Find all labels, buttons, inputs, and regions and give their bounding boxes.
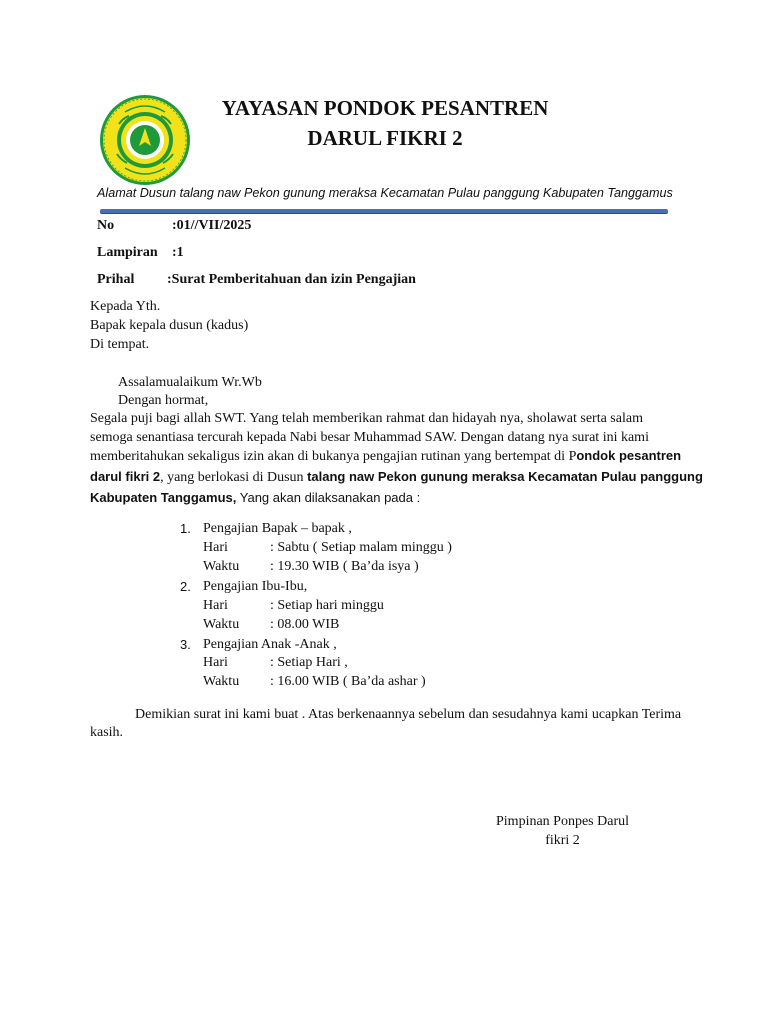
org-name-line2: DARUL FIKRI 2 (307, 126, 463, 150)
schedule-1-number: 1. (180, 521, 191, 536)
schedule-1-hari-label: Hari (203, 540, 228, 555)
schedule-2-waktu-label: Waktu (203, 617, 240, 632)
prihal-label: Prihal (97, 272, 135, 287)
schedule-2-hari-label: Hari (203, 598, 228, 613)
schedule-3-title: Pengajian Anak -Anak , (203, 637, 337, 652)
address: Alamat Dusun talang naw Pekon gunung meraksa Kecamatan Pulau panggung Kabupaten Tanggamus (97, 186, 673, 200)
pesantren-seal-icon (99, 94, 191, 186)
no-label: No (97, 218, 115, 233)
salam: Assalamualaikum Wr.Wb (118, 375, 262, 390)
prihal-value: :Surat Pemberitahuan dan izin Pengajian (167, 272, 416, 287)
signature-line1: Pimpinan Ponpes Darul (496, 814, 629, 829)
schedule-3-hari-label: Hari (203, 655, 228, 670)
schedule-3-hari-value: : Setiap Hari , (270, 655, 348, 670)
closing-line1: Demikian surat ini kami buat . Atas berkenaannya sebelum dan sesudahnya kami ucapkan Terima (135, 707, 682, 722)
closing-line2: kasih. (90, 725, 124, 740)
recipient-line2: Bapak kepala dusun (kadus) (90, 318, 249, 333)
schedule-1-hari-value: : Sabtu ( Setiap malam minggu ) (270, 540, 452, 555)
header-divider (100, 209, 668, 213)
lampiran-value: :1 (172, 245, 184, 260)
lampiran-label: Lampiran (97, 245, 158, 260)
schedule-3-number: 3. (180, 637, 191, 652)
schedule-2-number: 2. (180, 579, 191, 594)
body-line2: semoga senantiasa tercurah kepada Nabi besar Muhammad SAW. Dengan datang nya surat ini kami (90, 430, 649, 445)
schedule-1-waktu-value: : 19.30 WIB ( Ba’da isya ) (270, 559, 419, 574)
schedule-1-waktu-label: Waktu (203, 559, 240, 574)
logo (99, 94, 191, 186)
body-line3: memberitahukan sekaligus izin akan di bukanya pengajian rutinan yang bertempat di Pondok pesantren (90, 448, 682, 464)
body-line5: Kabupaten Tanggamus, Yang akan dilaksanakan pada : (90, 490, 421, 505)
schedule-2-title: Pengajian Ibu-Ibu, (203, 579, 308, 594)
schedule-3-waktu-value: : 16.00 WIB ( Ba’da ashar ) (270, 674, 426, 689)
schedule-3-waktu-label: Waktu (203, 674, 240, 689)
hormat: Dengan hormat, (118, 393, 209, 408)
schedule-1-title: Pengajian Bapak – bapak , (203, 521, 352, 536)
no-value: :01//VII/2025 (172, 218, 252, 233)
signature-line2: fikri 2 (545, 833, 580, 848)
body-line1: Segala puji bagi allah SWT. Yang telah memberikan rahmat dan hidayah nya, sholawat serta salam (90, 411, 643, 426)
schedule-2-hari-value: : Setiap hari minggu (270, 598, 384, 613)
body-line4: darul fikri 2, yang berlokasi di Dusun talang naw Pekon gunung meraksa Kecamatan Pulau panggung (90, 469, 703, 485)
recipient-line1: Kepada Yth. (90, 299, 161, 314)
recipient-line3: Di tempat. (90, 337, 150, 352)
org-name-line1: YAYASAN PONDOK PESANTREN (221, 96, 549, 120)
schedule-2-waktu-value: : 08.00 WIB (270, 617, 340, 632)
